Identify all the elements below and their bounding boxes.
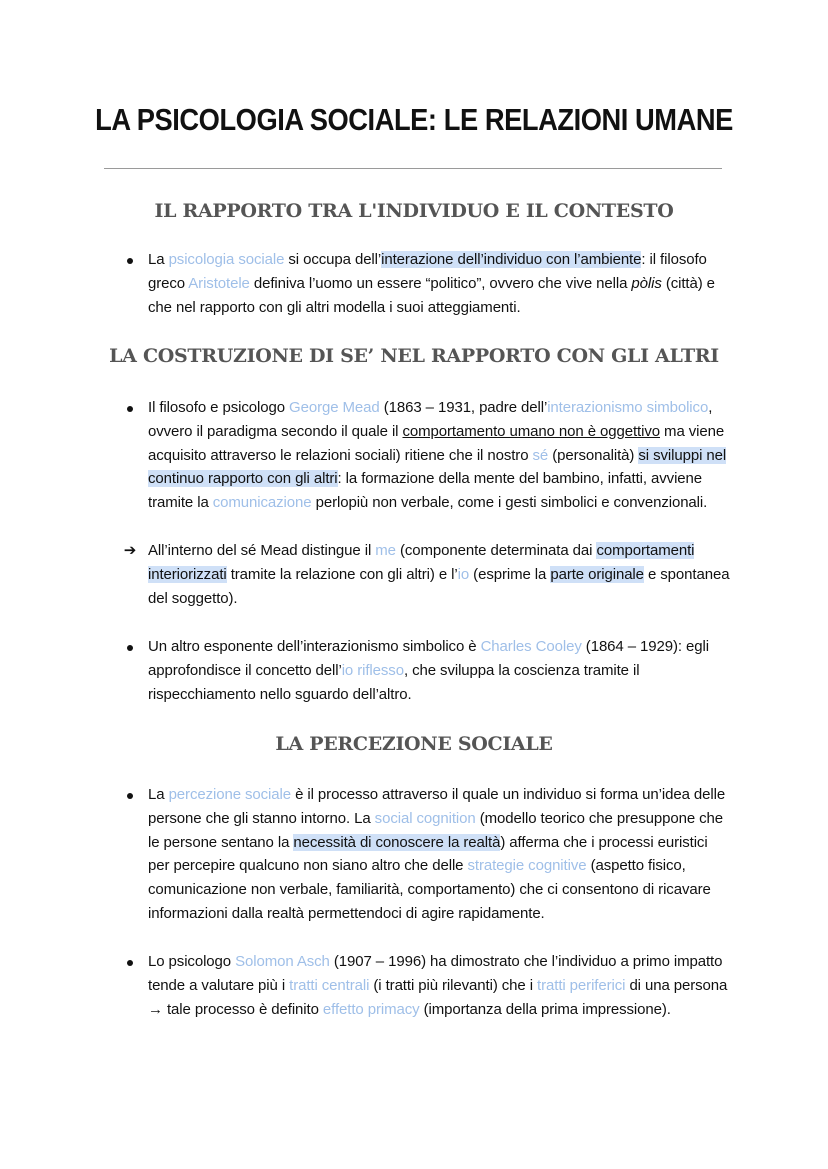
text-segment: perlopiù non verbale, come i gesti simbolici e convenzionali. <box>311 494 708 512</box>
bullet-dot <box>127 406 133 412</box>
section-heading: LA COSTRUZIONE DI SE’ NEL RAPPORTO CON GLI ALTRI <box>109 345 719 367</box>
key-term: social cognition <box>374 809 476 827</box>
bullet-dot <box>127 793 133 799</box>
key-term: sé <box>532 446 549 464</box>
bullet-icon <box>122 950 138 974</box>
text-segment: Lo psicologo <box>148 953 236 970</box>
page-title: LA PSICOLOGIA SOCIALE: LE RELAZIONI UMANE <box>95 102 733 137</box>
text-segment: (i tratti più rilevanti) che i <box>369 976 538 994</box>
text-segment: è il processo attraverso il quale un individuo si forma un’idea delle persone che gli stanno intorno. La <box>148 786 726 827</box>
text-segment: e spontanea del soggetto). <box>148 565 730 607</box>
text-segment: (esprime la <box>469 565 551 583</box>
key-term: percezione sociale <box>168 786 292 803</box>
key-term: io riflesso <box>341 661 404 679</box>
key-term: George Mead <box>289 399 380 416</box>
list-item <box>123 539 732 610</box>
key-term: Solomon Asch <box>235 953 330 970</box>
key-term: comunicazione <box>212 494 312 512</box>
key-term: strategie cognitive <box>467 857 587 875</box>
text-segment: definiva l’uomo un essere “politico”, ovvero che vive nella <box>249 274 632 292</box>
highlighted-text: interazione dell’individuo con l’ambiente <box>381 251 642 268</box>
text-segment: La <box>148 251 169 268</box>
list-item <box>148 396 732 515</box>
key-term: effetto primacy <box>322 1000 420 1018</box>
text-segment: Un altro esponente dell’interazionismo simbolico è <box>148 638 481 655</box>
bullet-dot <box>127 645 133 651</box>
text-segment: (personalità) <box>548 446 639 464</box>
key-term: io <box>457 565 470 583</box>
key-term: psicologia sociale <box>168 251 285 268</box>
key-term: Charles Cooley <box>480 638 582 655</box>
text-segment: tramite la relazione con gli altri) e l’ <box>226 565 458 583</box>
bullet-icon <box>122 783 138 807</box>
key-term: me <box>375 542 396 559</box>
highlighted-text: necessità di conoscere la realtà <box>293 833 501 851</box>
bullet-icon <box>122 396 138 420</box>
text-segment: , che sviluppa la coscienza tramite il rispecchiamento nello sguardo dell’altro. <box>148 661 640 703</box>
highlighted-text: si sviluppi nel continuo rapporto con gli altri <box>148 446 727 488</box>
text-segment: : il filosofo greco <box>148 251 707 292</box>
underlined-text: comportamento umano non è oggettivo <box>402 422 660 440</box>
text-segment: (componente determinata dai <box>395 542 597 559</box>
bullet-icon <box>122 248 138 272</box>
list-item <box>148 783 732 926</box>
bullet-icon <box>122 635 138 659</box>
highlighted-text: parte originale <box>550 565 644 583</box>
text-segment: All’interno del sé Mead distingue il <box>148 542 376 559</box>
bullet-dot <box>127 258 133 264</box>
text-segment: La <box>148 786 169 803</box>
key-term: tratti centrali <box>289 976 370 994</box>
key-term: Aristotele <box>188 274 250 292</box>
bullet-dot <box>127 960 133 966</box>
key-term: tratti periferici <box>537 976 626 994</box>
text-segment: ) afferma che i processi euristici per percepire qualcuno non siano altro che delle <box>148 833 708 875</box>
section-heading: LA PERCEZIONE SOCIALE <box>275 733 553 755</box>
text-segment: , ovvero il paradigma secondo il quale il <box>148 399 713 440</box>
arrow-bullet-icon: ➔ <box>123 542 137 559</box>
text-segment: (aspetto fisico, comunicazione non verbale, familiarità, comportamento) che ci consentono di ricavare informazioni dalla realtà permettendoci di agire rapidamente. <box>148 857 711 922</box>
text-segment: (1907 – 1996) ha dimostrato che l’individuo a primo impatto tende a valutare più i <box>148 953 723 994</box>
list-item <box>148 635 732 706</box>
key-term: interazionismo simbolico <box>547 399 709 416</box>
text-segment: pòlis <box>631 274 662 292</box>
text-segment: si occupa dell’ <box>284 251 382 268</box>
text-segment: (1864 – 1929): egli approfondisce il concetto dell’ <box>148 638 709 679</box>
text-segment: (città) e che nel rapporto con gli altri modella i suoi atteggiamenti. <box>148 274 715 316</box>
list-item <box>148 950 732 1021</box>
text-segment: di una persona → tale processo è definito <box>148 976 728 1018</box>
text-segment: ma viene acquisito attraverso le relazioni sociali) ritiene che il nostro <box>148 422 725 464</box>
list-item <box>148 248 732 319</box>
divider <box>104 168 722 169</box>
section-heading: IL RAPPORTO TRA L'INDIVIDUO E IL CONTESTO <box>154 200 674 222</box>
text-segment: Il filosofo e psicologo <box>148 399 290 416</box>
text-segment: : la formazione della mente del bambino, infatti, avviene tramite la <box>148 470 703 512</box>
highlighted-text: comportamenti interiorizzati <box>148 542 695 583</box>
text-segment: (modello teorico che presuppone che le persone sentano la <box>148 809 724 851</box>
text-segment: (importanza della prima impressione). <box>419 1000 671 1018</box>
text-segment: (1863 – 1931, padre dell’ <box>379 399 548 416</box>
